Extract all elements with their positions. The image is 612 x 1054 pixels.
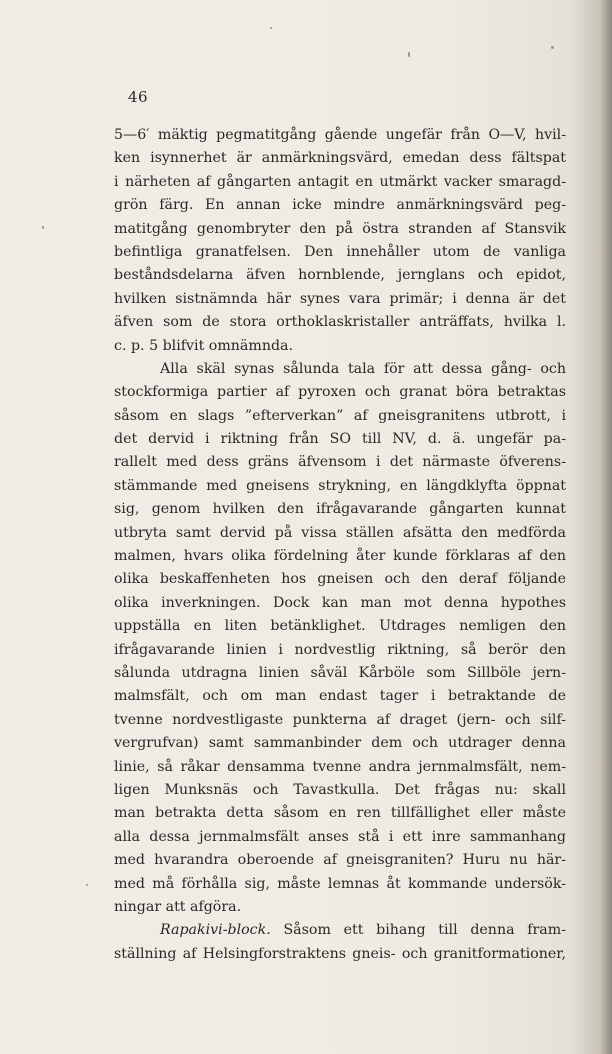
paragraph-start-line: Alla skäl synas sålunda tala för att dessa gång- och — [160, 360, 566, 377]
text-line: c. p. 5 blifvit omnämnda. — [114, 337, 294, 354]
text-line: ken isynnerhet är anmärkningsvärd, emedan dess fältspat — [114, 150, 566, 167]
text-line: utbryta samt dervid på vissa ställen afsätta den medförda — [114, 524, 566, 541]
section-heading-line — [114, 919, 566, 942]
text-line: i närheten af gångarten antagit en utmärkt vacker smaragd- — [114, 173, 566, 190]
text-line: med må förhålla sig, måste lemnas åt kommande undersök- — [114, 875, 566, 892]
text-line: alla dessa jernmalmsfält anses stå i ett inre sammanhang — [114, 828, 566, 845]
text-line: man betrakta detta såsom en ren tillfällighet eller måste — [114, 805, 566, 822]
text-line: ligen Munksnäs och Tavastkulla. Det frågas nu: skall — [114, 781, 566, 798]
text-line: beståndsdelarna äfven hornblende, jernglans och epidot, — [114, 267, 566, 284]
text-line: äfven som de stora orthoklaskristaller anträffats, hvilka l. — [114, 314, 566, 331]
paper-speck — [86, 884, 88, 886]
text-line: ställning af Helsingforstraktens gneis- och granitformationer, — [114, 945, 566, 962]
text-line: ningar att afgöra. — [114, 898, 242, 915]
text-line: matitgång genombryter den på östra stranden af Stansvik — [114, 220, 566, 237]
section-text: Såsom ett bihang till denna fram- — [283, 922, 567, 939]
text-line: vergrufvan) samt sammanbinder dem och utdrager denna — [114, 735, 566, 752]
text-line: 5—6′ mäktig pegmatitgång gående ungefär från O—V, hvil- — [114, 127, 566, 143]
text-line: malmsfält, och om man endast tager i betraktande de — [114, 688, 566, 705]
text-line: tvenne nordvestligaste punkterna af draget (jern- och silf- — [114, 711, 566, 728]
text-line: grön färg. En annan icke mindre anmärkningsvärd peg- — [114, 197, 566, 214]
page-number: 46 — [128, 88, 149, 106]
text-line: sig, genom hvilken den ifrågavarande gångarten kunnat — [114, 501, 566, 518]
text-line: olika beskaffenheten hos gneisen och den deraf följande — [114, 571, 566, 588]
text-line: malmen, hvars olika fördelning åter kunde förklaras af den — [114, 548, 566, 565]
text-line: det dervid i riktning från SO till NV, d. ä. ungefär pa- — [114, 431, 566, 448]
text-line: stämmande med gneisens strykning, en längdklyfta öppnat — [114, 477, 566, 494]
text-line: hvilken sistnämnda här synes vara primär; i denna är det — [114, 290, 566, 307]
body-text — [114, 124, 566, 966]
text-line: stockformiga partier af pyroxen och granat böra betraktas — [114, 384, 566, 401]
paper-speck — [551, 46, 554, 49]
text-line: ifrågavarande linien i nordvestlig riktning, så berör den — [114, 641, 566, 658]
paper-speck — [270, 27, 272, 29]
paper-speck — [42, 226, 44, 229]
text-line: olika inverkningen. Dock kan man mot denna hypothes — [114, 594, 566, 611]
section-heading: Rapakivi-block. — [160, 922, 271, 939]
text-line: sålunda utdragna linien såväl Kårböle som Sillböle jern- — [114, 664, 566, 681]
text-line: befintliga granatfelsen. Den innehåller utom de vanliga — [114, 243, 566, 260]
text-line: uppställa en liten betänklighet. Utdrages nemligen den — [114, 618, 566, 635]
text-line: såsom en slags ”efterverkan” af gneisgranitens utbrott, i — [114, 407, 566, 424]
text-line: linie, så råkar densamma tvenne andra jernmalmsfält, nem- — [114, 758, 566, 775]
text-line: med hvarandra oberoende af gneisgraniten? Huru nu här- — [114, 852, 566, 869]
text-line: rallelt med dess gräns äfvensom i det närmaste öfverens- — [114, 454, 566, 471]
paper-speck — [408, 52, 410, 57]
